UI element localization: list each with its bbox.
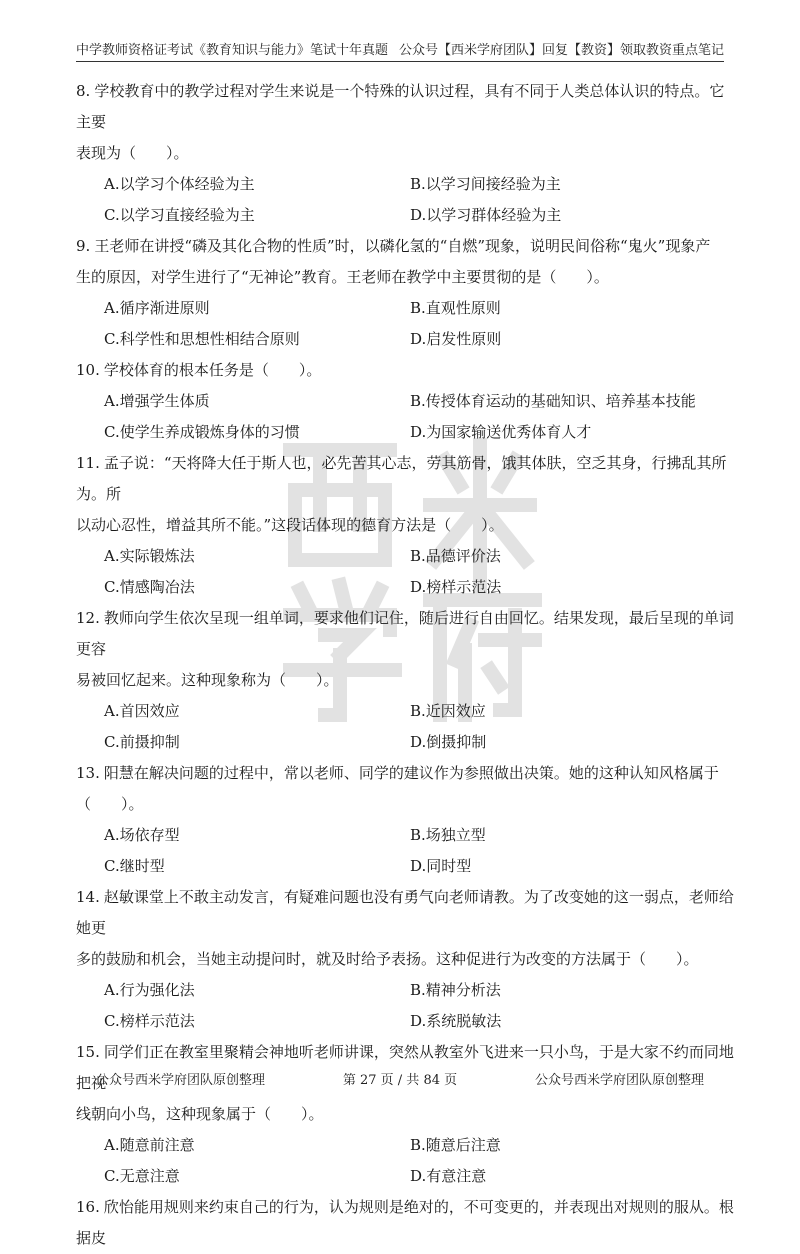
answer-option: C.情感陶冶法 (104, 578, 195, 596)
answer-option: C.前摄抑制 (104, 733, 180, 751)
question-stem-line (76, 231, 736, 262)
answer-options (76, 1130, 736, 1192)
question-item (76, 231, 736, 355)
question-text: 以动心忍性，增益其所不能。”这段话体现的德育方法是（ ）。 (76, 516, 504, 534)
answer-option: D.系统脱敏法 (410, 1012, 502, 1030)
footer-right-text: 公众号西米学府团队原创整理 (534, 1072, 704, 1088)
question-item (76, 76, 736, 231)
question-text: 学校教育中的教学过程对学生来说是一个特殊的认识过程，具有不同于人类总体认识的特点。它主要 (76, 82, 725, 131)
answer-option: A.随意前注意 (104, 1136, 195, 1154)
question-text: 王老师在讲授“磷及其化合物的性质”时，以磷化氢的“自燃”现象，说明民间俗称“鬼火”现象产 (94, 237, 711, 255)
header-left-text: 中学教师资格证考试《教育知识与能力》笔试十年真题 (76, 42, 389, 58)
question-number: 10. (76, 361, 100, 379)
question-text: 多的鼓励和机会，当她主动提问时，就及时给予表扬。这种促进行为改变的方法属于（ ）。 (76, 950, 699, 968)
question-number: 16. (76, 1198, 100, 1216)
question-text: 阳慧在解决问题的过程中，常以老师、同学的建议作为参照做出决策。她的这种认知风格属于（ ）。 (76, 764, 719, 813)
question-number: 11. (76, 454, 100, 472)
answer-option: C.使学生养成锻炼身体的习惯 (104, 423, 300, 441)
question-number: 13. (76, 764, 100, 782)
question-item (76, 355, 736, 448)
answer-options (76, 696, 736, 758)
question-stem-line (76, 882, 736, 944)
question-text: 表现为（ ）。 (76, 144, 189, 162)
answer-option: A.行为强化法 (104, 981, 195, 999)
question-text: 线朝向小鸟，这种现象属于（ ）。 (76, 1105, 324, 1123)
answer-option: A.实际锻炼法 (104, 547, 195, 565)
question-number: 9. (76, 237, 91, 255)
question-number: 12. (76, 609, 100, 627)
question-item (76, 758, 736, 882)
answer-option: C.榜样示范法 (104, 1012, 195, 1030)
answer-option: B.近因效应 (410, 702, 486, 720)
question-stem-line (76, 1099, 736, 1130)
answer-option: B.直观性原则 (410, 299, 501, 317)
answer-option: D.为国家输送优秀体育人才 (410, 423, 592, 441)
answer-option: C.以学习直接经验为主 (104, 206, 255, 224)
question-item (76, 882, 736, 1037)
question-stem-line (76, 1192, 736, 1254)
question-stem-line (76, 758, 736, 820)
question-stem-line (76, 665, 736, 696)
question-stem-line (76, 603, 736, 665)
question-text: 易被回忆起来。这种现象称为（ ）。 (76, 671, 339, 689)
question-text: 欣怡能用规则来约束自己的行为，认为规则是绝对的，不可变更的，并表现出对规则的服从。根据皮 (76, 1198, 734, 1247)
question-stem-line (76, 448, 736, 510)
question-text: 学校体育的根本任务是（ ）。 (103, 361, 322, 379)
question-text: 孟子说：“天将降大任于斯人也，必先苦其心志，劳其筋骨，饿其体肤，空乏其身，行拂乱其所为。所 (76, 454, 727, 503)
answer-option: A.首因效应 (104, 702, 180, 720)
page-header (76, 38, 724, 58)
question-item (76, 1192, 736, 1254)
question-item (76, 1037, 736, 1192)
question-item (76, 448, 736, 603)
page-number: 第 27 页 / 共 84 页 (342, 1072, 458, 1088)
question-text: 生的原因，对学生进行了“无神论”教育。王老师在教学中主要贯彻的是（ ）。 (76, 268, 609, 286)
question-stem-line (76, 262, 736, 293)
header-rule (76, 61, 724, 62)
answer-option: D.以学习群体经验为主 (410, 206, 562, 224)
answer-options (76, 975, 736, 1037)
question-stem-line (76, 138, 736, 169)
question-number: 15. (76, 1043, 100, 1061)
question-text: 同学们正在教室里聚精会神地听老师讲课，突然从教室外飞进来一只小鸟，于是大家不约而同地把视 (76, 1043, 734, 1092)
question-number: 14. (76, 888, 100, 906)
answer-option: A.场依存型 (104, 826, 180, 844)
answer-option: A.以学习个体经验为主 (104, 175, 255, 193)
answer-options (76, 820, 736, 882)
answer-option: D.有意注意 (410, 1167, 487, 1185)
answer-options (76, 541, 736, 603)
answer-option: C.科学性和思想性相结合原则 (104, 330, 300, 348)
answer-option: D.启发性原则 (410, 330, 502, 348)
answer-option: B.精神分析法 (410, 981, 501, 999)
answer-option: D.同时型 (410, 857, 472, 875)
answer-option: B.品德评价法 (410, 547, 501, 565)
answer-options (76, 293, 736, 355)
question-number: 8. (76, 82, 91, 100)
question-item (76, 603, 736, 758)
answer-option: A.循序渐进原则 (104, 299, 210, 317)
answer-option: B.场独立型 (410, 826, 486, 844)
question-stem-line (76, 944, 736, 975)
answer-option: C.无意注意 (104, 1167, 180, 1185)
answer-option: B.以学习间接经验为主 (410, 175, 561, 193)
header-right-text: 公众号【西米学府团队】回复【教资】领取教资重点笔记 (398, 42, 724, 58)
answer-option: B.传授体育运动的基础知识、培养基本技能 (410, 392, 696, 410)
answer-options (76, 386, 736, 448)
question-text: 赵敏课堂上不敢主动发言，有疑难问题也没有勇气向老师请教。为了改变她的这一弱点，老师给她更 (76, 888, 734, 937)
answer-option: D.倒摄抑制 (410, 733, 487, 751)
question-stem-line (76, 76, 736, 138)
answer-option: A.增强学生体质 (104, 392, 210, 410)
footer-left-text: 公众号西米学府团队原创整理 (96, 1072, 266, 1088)
answer-option: D.榜样示范法 (410, 578, 502, 596)
page-footer (96, 1068, 704, 1088)
answer-options (76, 169, 736, 231)
answer-option: C.继时型 (104, 857, 165, 875)
question-stem-line (76, 510, 736, 541)
answer-option: B.随意后注意 (410, 1136, 501, 1154)
question-text: 教师向学生依次呈现一组单词，要求他们记住，随后进行自由回忆。结果发现，最后呈现的单词更容 (76, 609, 734, 658)
question-stem-line (76, 355, 736, 386)
